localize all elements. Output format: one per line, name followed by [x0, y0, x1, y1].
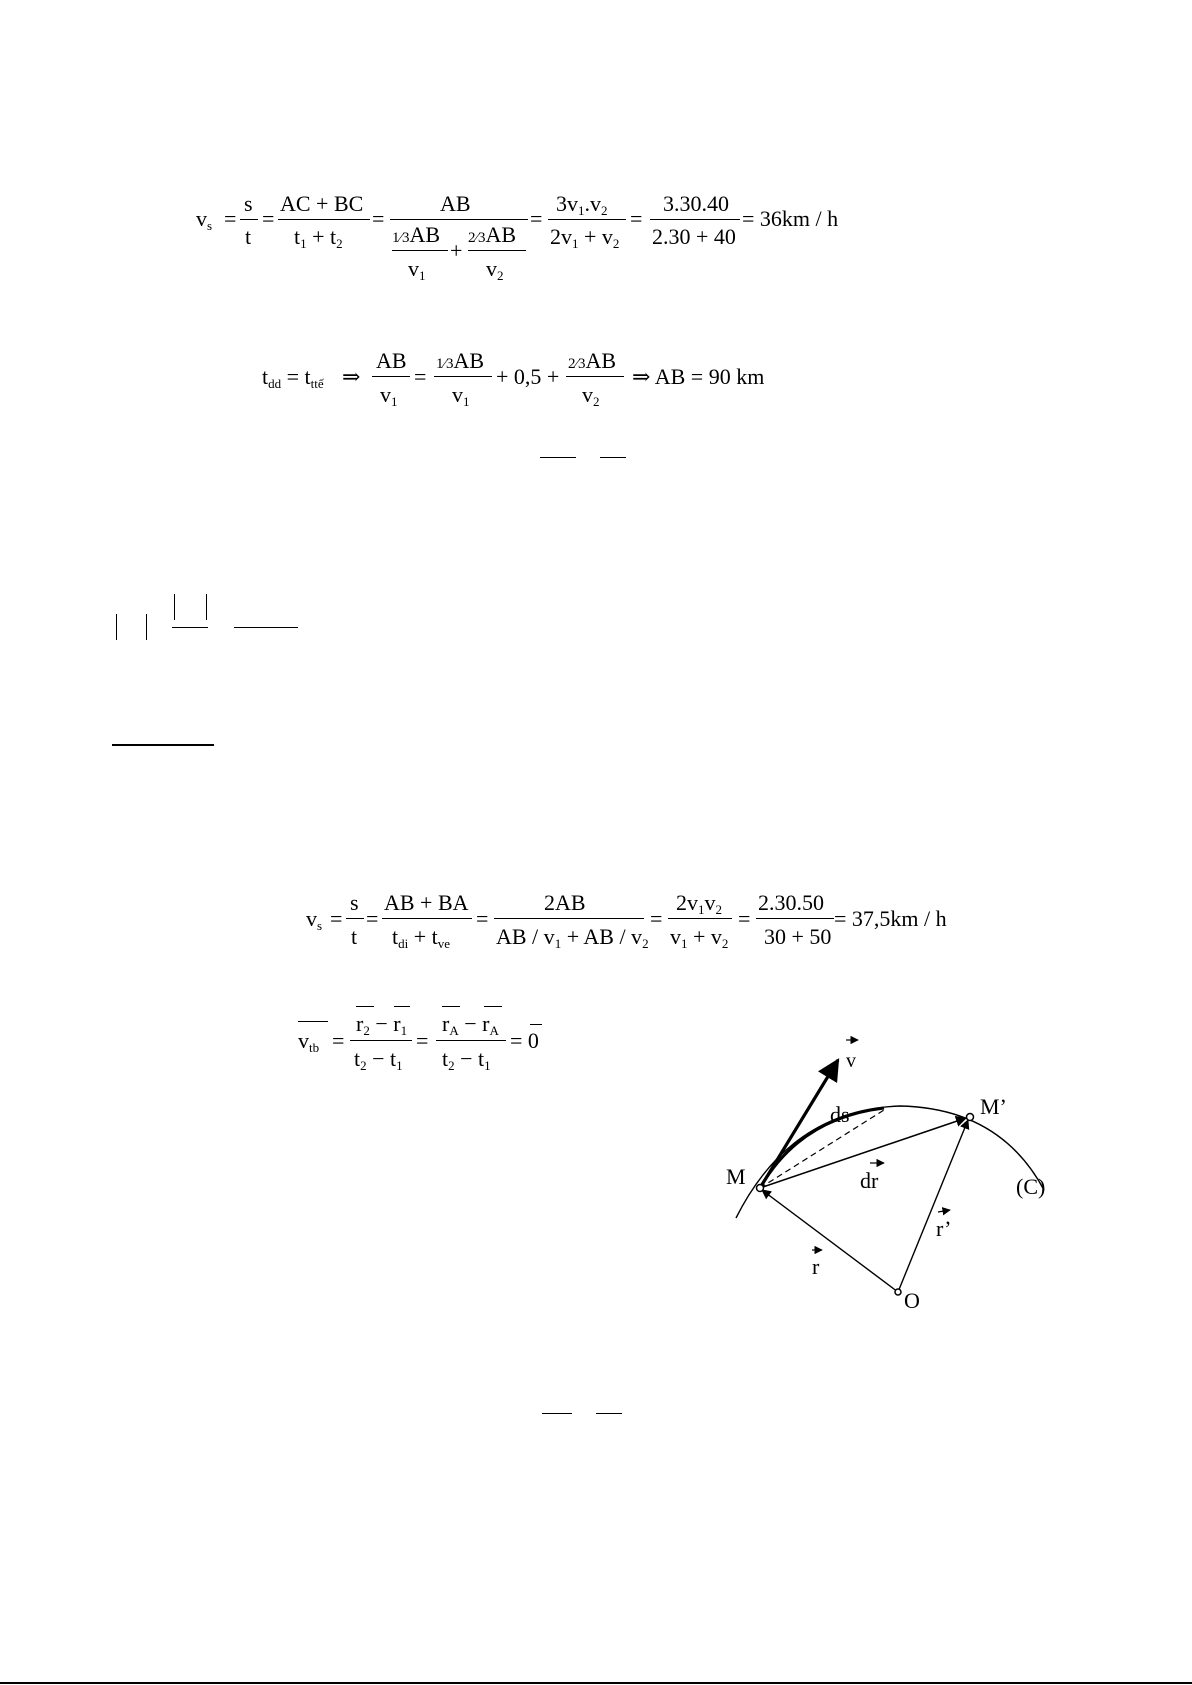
- trajectory-diagram: [700, 1020, 1080, 1320]
- eq1-result: = 36km / h: [742, 206, 839, 231]
- rule-f: [596, 1413, 622, 1414]
- eq1-lhs: v: [196, 206, 207, 231]
- point-M-prime: [967, 1114, 974, 1121]
- eq1-f1-den: t: [245, 224, 252, 249]
- point-O: [895, 1289, 901, 1295]
- point-M: [757, 1185, 764, 1192]
- label-ds: ds: [830, 1102, 850, 1127]
- eq1-f3-num: AB: [440, 191, 471, 216]
- equation-time-balance: $t_{dd} = t_{ttế}$ ⇒ AB $v_1$ = 1⁄3AB $v_1$ + 0,5 + 2⁄3AB $v_2$ ⇒ AB = 90 km: [262, 348, 765, 409]
- label-dr: dr: [860, 1168, 879, 1193]
- eq1-f2-num: AC + BC: [280, 191, 364, 216]
- label-O: O: [904, 1288, 920, 1313]
- label-r: r: [812, 1254, 820, 1279]
- label-M-prime: M’: [980, 1094, 1007, 1119]
- equation-mean-velocity-vector: $v_{tb}$ = $r_2 - r_1$ $t_2 - t_1$ = $r_A - r_A$ $t_2 - t_1$ = 0: [0, 0, 1192, 1080]
- label-M: M: [726, 1164, 746, 1189]
- eq1-f5-num: 3.30.40: [663, 191, 729, 216]
- equation-average-speed-1: $v_s$ = s t = AC + BC $t_1 + t_2$ = AB 1⁄3AB $v_1$ + 2⁄3AB $v_2$ = $3v_1.v_2$ $2v_1 + v_2$ = 3.30.40 2.30 + 40 = 36km / h: [196, 191, 839, 283]
- rule-e: [542, 1413, 572, 1414]
- equation-average-speed-2: $v_s$ = s t = AB + BA $t_{di} + t_{ve}$ = 2AB AB / $v_1$ + AB / $v_2$ = $2v_1v_2$ $v_1 + v_2$ = 2.30.50 30 + 50 = 37,5km / h: [306, 890, 947, 951]
- page-bottom-border: [0, 1682, 1192, 1684]
- eq1-f1-num: s: [244, 191, 253, 216]
- trajectory-curve: [736, 1106, 1044, 1218]
- r-arrow: [762, 1190, 898, 1292]
- label-v: v: [846, 1050, 856, 1072]
- r-prime-arrow: [898, 1120, 968, 1292]
- eq1-f5-den: 2.30 + 40: [652, 224, 736, 249]
- label-C: (C): [1016, 1174, 1046, 1199]
- label-r-prime: r’: [936, 1216, 952, 1241]
